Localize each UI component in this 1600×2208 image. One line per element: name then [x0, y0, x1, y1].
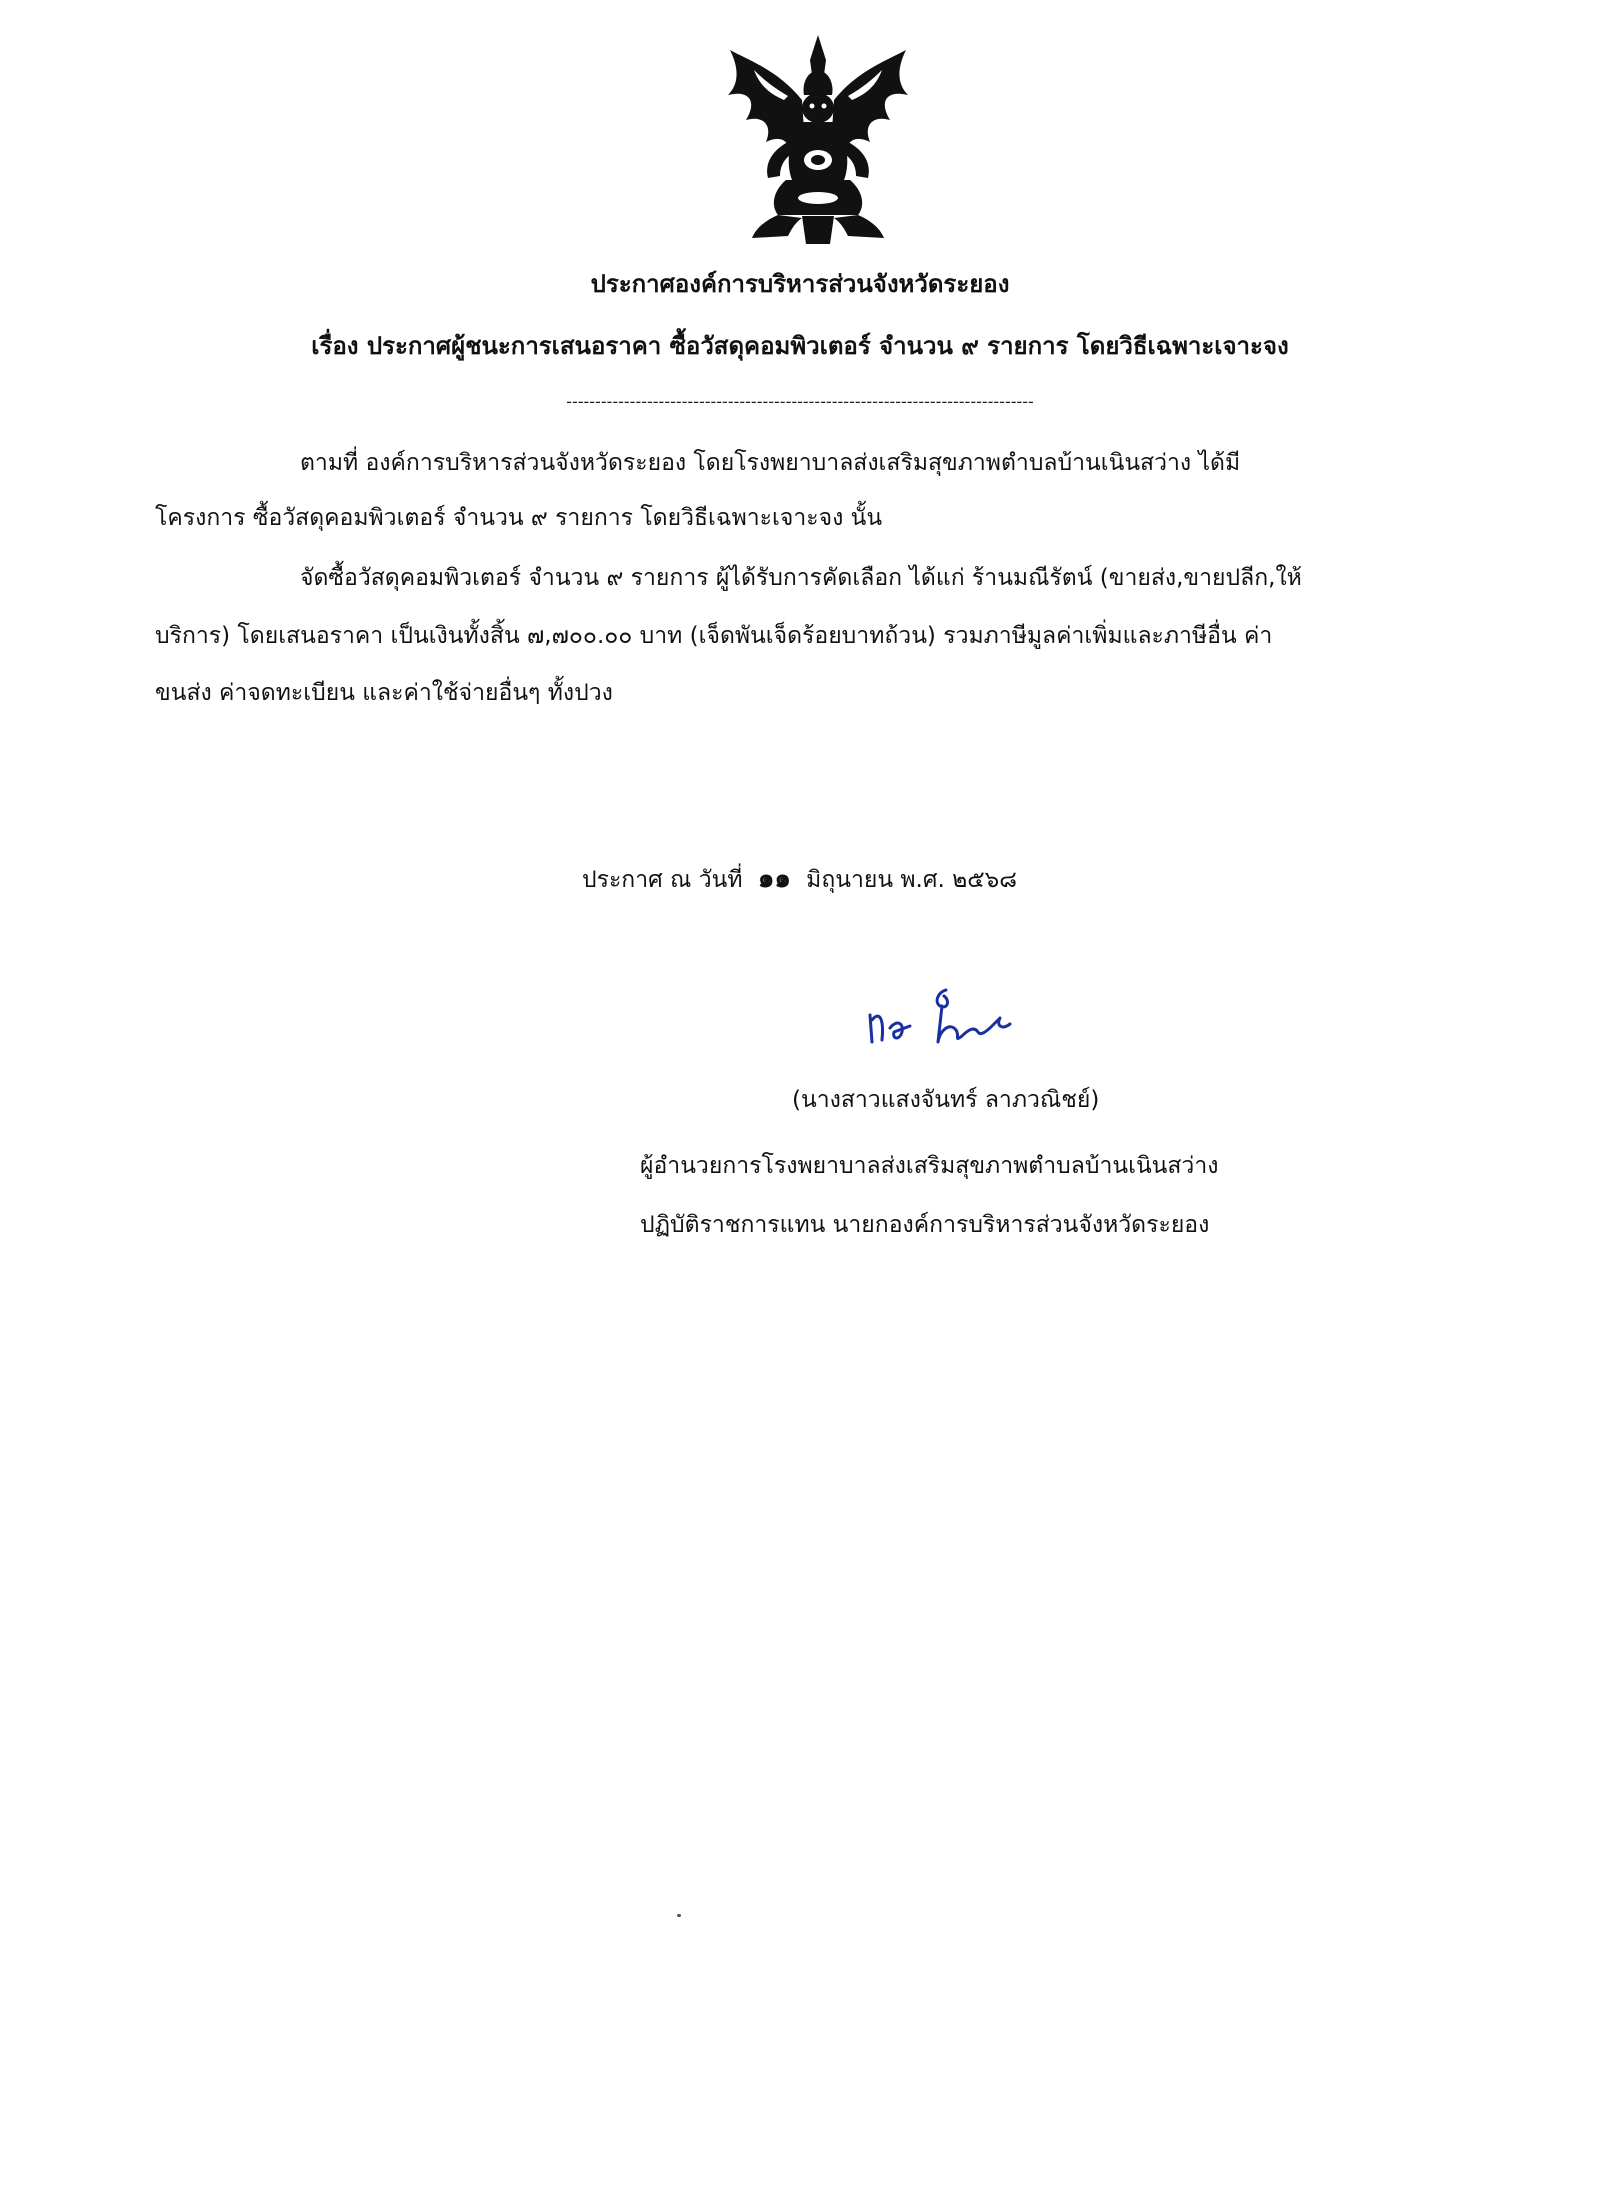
paragraph2-line3: ขนส่ง ค่าจดทะเบียน และค่าใช้จ่ายอื่นๆ ทั้งปวง — [155, 680, 613, 706]
announcement-subject: เรื่อง ประกาศผู้ชนะการเสนอราคา ซื้อวัสดุคอมพิวเตอร์ จำนวน ๙ รายการ โดยวิธีเฉพาะเจาะจง — [311, 332, 1289, 360]
paragraph2-line1: จัดซื้อวัสดุคอมพิวเตอร์ จำนวน ๙ รายการ ผู้ได้รับการคัดเลือก ได้แก่ ร้านมณีรัตน์ (ขายส่ง,ขายปลีก,ให้ — [300, 565, 1302, 591]
scan-speck — [677, 1914, 681, 1917]
announcement-date — [582, 858, 1017, 899]
date-day: ๑๑ — [757, 864, 791, 894]
announcement-title: ประกาศองค์การบริหารส่วนจังหวัดระยอง — [590, 270, 1010, 298]
garuda-emblem-icon — [718, 30, 918, 250]
paragraph2-line2: บริการ) โดยเสนอราคา เป็นเงินทั้งสิ้น ๗,๗๐๐.๐๐ บาท (เจ็ดพันเจ็ดร้อยบาทถ้วน) รวมภาษีมูลค่าเพิ่มและภาษีอื่น ค่า — [155, 623, 1273, 649]
date-month-year: มิถุนายน พ.ศ. ๒๕๖๘ — [806, 867, 1017, 893]
signatory-name: (นางสาวแสงจันทร์ ลาภวณิชย์) — [792, 1087, 1100, 1113]
signatory-position: ผู้อำนวยการโรงพยาบาลส่งเสริมสุขภาพตำบลบ้านเนินสว่าง — [640, 1153, 1219, 1179]
paragraph1-line1: ตามที่ องค์การบริหารส่วนจังหวัดระยอง โดยโรงพยาบาลส่งเสริมสุขภาพตำบลบ้านเนินสว่าง ได้มี — [300, 450, 1241, 476]
handwritten-signature-icon — [850, 970, 1070, 1060]
paragraph1-line2: โครงการ ซื้อวัสดุคอมพิวเตอร์ จำนวน ๙ รายการ โดยวิธีเฉพาะเจาะจง นั้น — [155, 505, 883, 531]
signatory-acting-for: ปฏิบัติราชการแทน นายกองค์การบริหารส่วนจังหวัดระยอง — [640, 1212, 1210, 1238]
date-prefix: ประกาศ ณ วันที่ — [582, 867, 743, 893]
divider-line: --------------------------------------------------------------------------------- — [566, 392, 1034, 411]
